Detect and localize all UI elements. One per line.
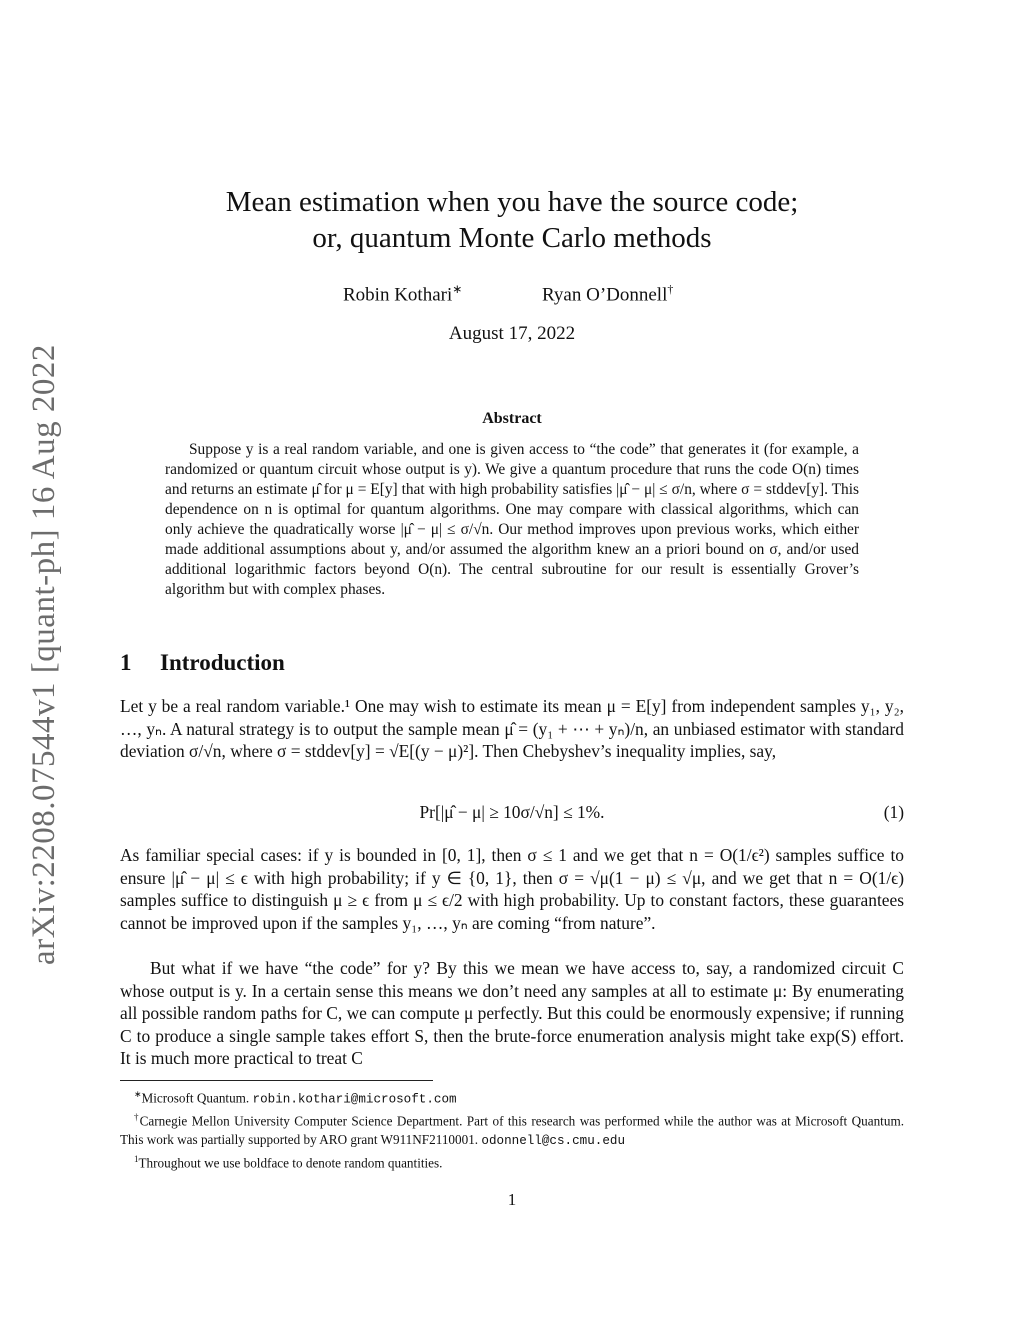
title-line-2: or, quantum Monte Carlo methods xyxy=(312,222,712,254)
author-1-name: Robin Kothari xyxy=(343,284,453,306)
author-2-mark: † xyxy=(667,282,674,296)
author-list xyxy=(0,282,1024,308)
footnote-2: †Carnegie Mellon University Computer Science Department. Part of this research was performed while the author was at Microsoft Quantum. This work was partially supported by ARO grant W911NF2110001. odonnell@cs.cmu.edu xyxy=(120,1112,904,1148)
footnote-2-text: Carnegie Mellon University Computer Science Department. Part of this research was performed while the author was at Microsoft Quantum. This work was partially supported by ARO grant W911NF2110001. xyxy=(120,1113,904,1147)
footnote-2-email: odonnell@cs.cmu.edu xyxy=(481,1133,625,1148)
page-number: 1 xyxy=(507,1190,517,1209)
abstract-body xyxy=(165,440,859,600)
author-2-name: Ryan O’Donnell xyxy=(542,284,668,306)
author-1 xyxy=(343,282,462,306)
footnotes xyxy=(120,1085,904,1172)
author-1-mark: ∗ xyxy=(452,282,463,296)
author-2 xyxy=(542,282,673,306)
paragraph-text: But what if we have “the code” for y? By this we mean we have access to, say, a randomized circuit C whose output is y. In a certain sense this means we don’t need any samples at all to estimate μ: By enumerating all possible random paths for C, we can compute μ perfectly. But this could be enormously expensive; if running C to produce a single sample takes effort S, then the brute-force enumeration analysis might take exp(S) effort. It is much more practical to treat C xyxy=(120,958,904,1069)
footnote-1-text: Microsoft Quantum. xyxy=(141,1090,250,1106)
footnote-1: ∗Microsoft Quantum. robin.kothari@microsoft.com xyxy=(134,1089,457,1107)
footnote-3: $^1$Throughout we use boldface to denote random quantities. xyxy=(134,1153,443,1171)
equation-number: (1) xyxy=(883,802,904,822)
footnote-3-text: Throughout we use boldface to denote random quantities. xyxy=(138,1155,443,1171)
paragraph-text: Let y be a real random variable.¹ One may wish to estimate its mean μ = E[y] from independent samples y₁, y₂, …, yₙ. A natural strategy is to output the sample mean μ̂ = (y₁ + ⋯ + yₙ)/n, an unbiased estimator with standard deviation σ/√n, where σ = stddev[y] = √E[(y − μ)²]. Then Chebyshev’s inequality implies, say, xyxy=(120,696,904,762)
footnote-rule xyxy=(120,1080,433,1081)
paper-date: August 17, 2022 xyxy=(448,323,576,344)
title-line-1: Mean estimation when you have the source code; xyxy=(225,186,799,218)
intro-paragraph-2 xyxy=(120,844,904,934)
equation-1 xyxy=(120,802,904,828)
intro-paragraph-1 xyxy=(120,695,904,763)
abstract-heading: Abstract xyxy=(482,410,542,427)
paragraph-text: As familiar special cases: if y is bounded in [0, 1], then σ ≤ 1 and we get that n = O(1/ϵ²) samples suffice to ensure |μ̂ − μ| ≤ ϵ with high probability; if y ∈ {0, 1}, then σ = √μ(1 − μ) ≤ √μ, and we get that n = O(1/ϵ) samples suffice to distinguish μ ≥ ϵ from μ ≤ ϵ/2 with high probability. Up to constant factors, these guarantees cannot be improved upon if the samples y₁, …, yₙ are coming “from nature”. xyxy=(120,845,904,933)
arxiv-identifier-stamp: arXiv:2208.07544v1 [quant-ph] 16 Aug 2022 xyxy=(26,344,62,965)
paper-title xyxy=(160,184,864,256)
section-heading xyxy=(120,650,285,676)
intro-paragraph-3 xyxy=(120,957,904,1070)
section-title: Introduction xyxy=(160,650,285,675)
abstract-text: Suppose y is a real random variable, and one is given access to “the code” that generates it (for example, a randomized or quantum circuit whose output is y). We give a quantum procedure that runs the code O(n) times and returns an estimate μ̂ for μ = E[y] that with high probability satisfies |μ̂ − μ| ≤ σ/n, where σ = stddev[y]. This dependence on n is optimal for quantum algorithms. One may compare with classical algorithms, which can only achieve the quadratically worse |μ̂ − μ| ≤ σ/√n. Our method improves upon previous works, which either made additional assumptions about y, and/or assumed the algorithm knew an a priori bound on σ, and/or used additional logarithmic factors beyond O(n). The central subroutine for our result is essentially Grover’s algorithm but with complex phases. xyxy=(165,441,859,598)
section-number: 1 xyxy=(120,650,132,675)
footnote-1-email: robin.kothari@microsoft.com xyxy=(252,1092,457,1107)
equation-content: Pr[|μ̂ − μ| ≥ 10σ/√n] ≤ 1%. xyxy=(419,802,605,822)
